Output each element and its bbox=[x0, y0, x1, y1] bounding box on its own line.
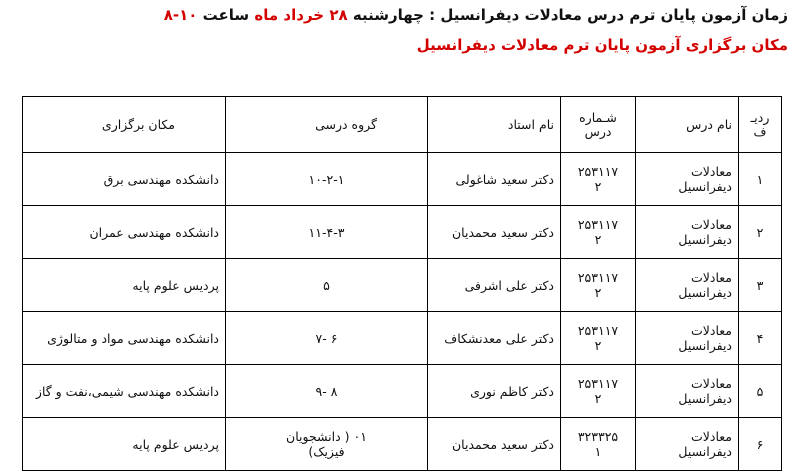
cell-course-number: ۳۲۳۳۲۵ ۱ bbox=[561, 418, 636, 471]
cell-radif: ۳ bbox=[739, 259, 782, 312]
cell-course-number: ۲۵۳۱۱۷ ۲ bbox=[561, 206, 636, 259]
header-place: مکان برگزاری bbox=[23, 97, 226, 153]
cell-group: ۸ -۹ bbox=[226, 365, 428, 418]
cell-place: پردیس علوم پایه bbox=[23, 418, 226, 471]
exam-date: ۲۸ خرداد ماه bbox=[254, 6, 348, 24]
cell-teacher: دکتر سعید محمدیان bbox=[428, 418, 561, 471]
cell-place: پردیس علوم پایه bbox=[23, 259, 226, 312]
cell-group: ۰۱ ( دانشجویان فیزیک) bbox=[226, 418, 428, 471]
header-group: گروه درسی bbox=[226, 97, 428, 153]
cell-place: دانشکده مهندسی مواد و متالوژی bbox=[23, 312, 226, 365]
exam-time-label: ساعت bbox=[202, 6, 250, 24]
header-radif: ردیـ ف bbox=[739, 97, 782, 153]
exam-schedule-table-wrapper bbox=[22, 96, 782, 468]
cell-group: ۱۱-۴-۳ bbox=[226, 206, 428, 259]
cell-place: دانشکده مهندسی برق bbox=[23, 153, 226, 206]
cell-place: دانشکده مهندسی شیمی،نفت و گاز bbox=[23, 365, 226, 418]
cell-course: معادلات دیفرانسیل bbox=[636, 153, 739, 206]
table-row bbox=[23, 418, 782, 471]
table-row bbox=[23, 206, 782, 259]
cell-radif: ۱ bbox=[739, 153, 782, 206]
cell-course: معادلات دیفرانسیل bbox=[636, 418, 739, 471]
cell-course-number: ۲۵۳۱۱۷ ۲ bbox=[561, 259, 636, 312]
cell-course: معادلات دیفرانسیل bbox=[636, 312, 739, 365]
cell-place: دانشکده مهندسی عمران bbox=[23, 206, 226, 259]
table-row bbox=[23, 259, 782, 312]
exam-time-prefix: زمان آزمون پایان ترم درس معادلات دیفرانسیل : چهارشنبه bbox=[352, 6, 788, 24]
table-row bbox=[23, 365, 782, 418]
cell-radif: ۶ bbox=[739, 418, 782, 471]
cell-course: معادلات دیفرانسیل bbox=[636, 206, 739, 259]
cell-group: ۵ bbox=[226, 259, 428, 312]
cell-radif: ۵ bbox=[739, 365, 782, 418]
cell-teacher: دکتر کاظم نوری bbox=[428, 365, 561, 418]
header-course-number: شـماره درس bbox=[561, 97, 636, 153]
cell-teacher: دکتر علی معدنشکاف bbox=[428, 312, 561, 365]
cell-course-number: ۲۵۳۱۱۷ ۲ bbox=[561, 365, 636, 418]
exam-time: ۱۰-۸ bbox=[163, 6, 198, 24]
header-course: نام درس bbox=[636, 97, 739, 153]
exam-location-heading: مکان برگزاری آزمون پایان ترم معادلات دیفرانسیل bbox=[416, 36, 788, 54]
cell-teacher: دکتر سعید شاغولی bbox=[428, 153, 561, 206]
cell-group: ۶ -۷ bbox=[226, 312, 428, 365]
cell-course: معادلات دیفرانسیل bbox=[636, 365, 739, 418]
cell-course: معادلات دیفرانسیل bbox=[636, 259, 739, 312]
table-row bbox=[23, 153, 782, 206]
exam-schedule-table bbox=[22, 96, 782, 471]
cell-group: ۱۰-۲-۱ bbox=[226, 153, 428, 206]
exam-time-heading bbox=[164, 6, 788, 24]
cell-teacher: دکتر علی اشرفی bbox=[428, 259, 561, 312]
cell-teacher: دکتر سعید محمدیان bbox=[428, 206, 561, 259]
table-header-row bbox=[23, 97, 782, 153]
table-row bbox=[23, 312, 782, 365]
cell-course-number: ۲۵۳۱۱۷ ۲ bbox=[561, 312, 636, 365]
cell-radif: ۴ bbox=[739, 312, 782, 365]
header-teacher: نام استاد bbox=[428, 97, 561, 153]
cell-course-number: ۲۵۳۱۱۷ ۲ bbox=[561, 153, 636, 206]
cell-radif: ۲ bbox=[739, 206, 782, 259]
